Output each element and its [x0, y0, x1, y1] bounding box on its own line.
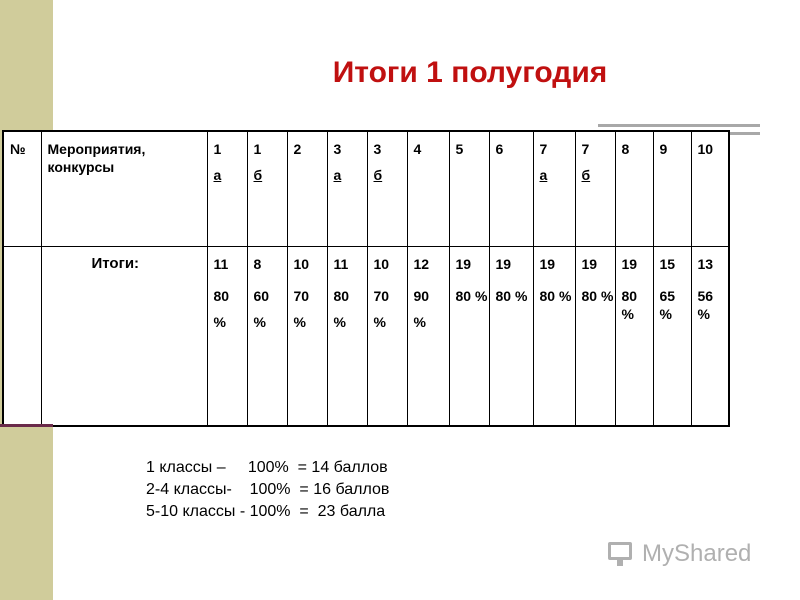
note-line: 5-10 классы - 100% = 23 балла — [146, 503, 386, 520]
header-cell-events: Мероприятия, конкурсы — [41, 131, 207, 247]
header-cell-number: № — [3, 131, 41, 247]
page-title: Итоги 1 полугодия — [332, 56, 608, 89]
decorative-line — [598, 124, 760, 127]
row-label-totals: Итоги: — [41, 247, 207, 427]
header-cell-class: 10 — [691, 131, 729, 247]
header-cell-class: 7 б — [575, 131, 615, 247]
result-cell: 19 80 % — [615, 247, 653, 427]
watermark-logo — [606, 538, 751, 570]
result-cell: 19 80 % — [489, 247, 533, 427]
header-cell-class: 7 а — [533, 131, 575, 247]
result-cell: 10 70 % — [367, 247, 407, 427]
header-cell-class: 3 б — [367, 131, 407, 247]
result-cell: 19 80 % — [449, 247, 489, 427]
result-cell: 10 70 % — [287, 247, 327, 427]
result-cell: 19 80 % — [575, 247, 615, 427]
results-row — [3, 247, 729, 427]
header-cell-class: 2 — [287, 131, 327, 247]
result-cell: 13 56 % — [691, 247, 729, 427]
header-cell-class: 5 — [449, 131, 489, 247]
note-line: 1 классы – 100% = 14 баллов — [146, 459, 388, 476]
header-cell-class: 1 а — [207, 131, 247, 247]
empty-cell — [3, 247, 41, 427]
result-cell: 11 80 % — [327, 247, 367, 427]
header-row — [3, 131, 729, 247]
result-cell: 12 90 % — [407, 247, 449, 427]
results-table — [2, 130, 730, 427]
result-cell: 15 65 % — [653, 247, 691, 427]
header-cell-class: 3 а — [327, 131, 367, 247]
result-cell: 11 80 % — [207, 247, 247, 427]
header-cell-class: 8 — [615, 131, 653, 247]
header-cell-class: 1 б — [247, 131, 287, 247]
monitor-icon — [606, 540, 636, 568]
header-cell-class: 9 — [653, 131, 691, 247]
scoring-notes — [146, 457, 389, 523]
result-cell: 8 60 % — [247, 247, 287, 427]
note-line: 2-4 классы- 100% = 16 баллов — [146, 481, 390, 498]
header-cell-class: 4 — [407, 131, 449, 247]
logo-text: MyShared — [642, 540, 752, 567]
header-cell-class: 6 — [489, 131, 533, 247]
decorative-line — [0, 424, 53, 427]
result-cell: 19 80 % — [533, 247, 575, 427]
